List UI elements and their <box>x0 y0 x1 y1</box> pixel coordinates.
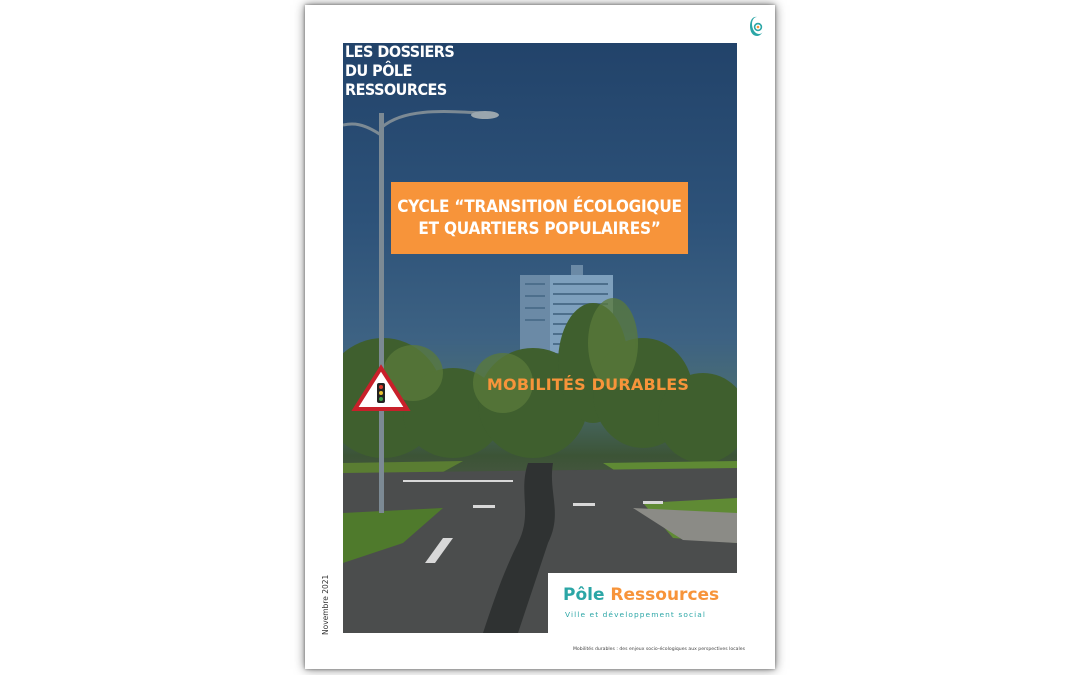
footer-caption: Mobilités durables : des enjeux socio-écologiques aux perspectives locales <box>572 647 745 652</box>
cover-photo <box>343 43 737 633</box>
brand-name <box>563 585 719 605</box>
pole-ressources-logo-icon <box>749 15 765 37</box>
publication-date: Novembre 2021 <box>321 574 330 635</box>
dossier-series-title <box>345 43 454 99</box>
brand-tagline: Ville et développement social <box>565 610 707 619</box>
series-title-line: RESSOURCES <box>345 80 447 99</box>
topic-title: MOBILITÉS DURABLES <box>486 375 690 394</box>
document-cover-page <box>305 5 775 669</box>
cycle-title-banner <box>391 182 688 254</box>
brand-name-part1: Pôle <box>563 585 605 605</box>
cycle-title-line: ET QUARTIERS POPULAIRES” <box>418 219 661 239</box>
series-title-line: LES DOSSIERS <box>345 43 455 61</box>
brand-name-part2: Ressources <box>604 585 720 605</box>
cycle-title-line: CYCLE “TRANSITION ÉCOLOGIQUE <box>397 197 682 217</box>
series-title-line: DU PÔLE <box>345 61 412 80</box>
brand-logo-panel <box>548 573 737 633</box>
street-scene-image <box>343 43 737 633</box>
